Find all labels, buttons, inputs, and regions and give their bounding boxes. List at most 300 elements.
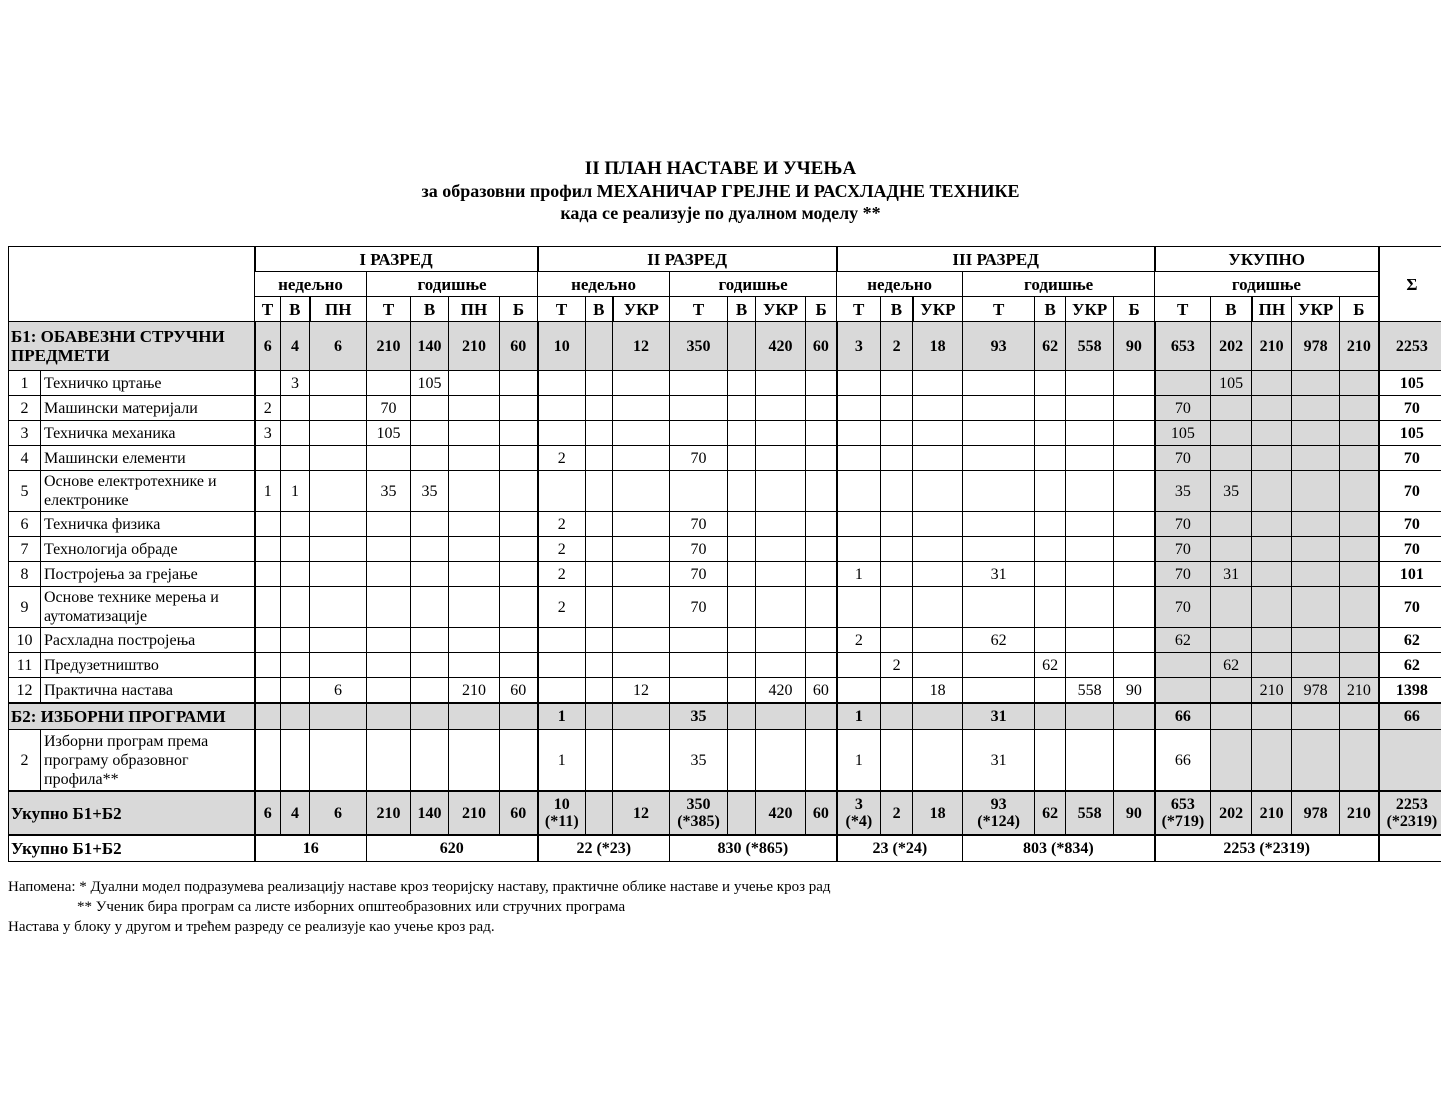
header-g2-weekly: недељно bbox=[538, 272, 670, 297]
header-grade-3: III РАЗРЕД bbox=[837, 247, 1155, 272]
subject-cell bbox=[1252, 512, 1292, 537]
subject-cell: 70 bbox=[1155, 562, 1211, 587]
subject-cell: 31 bbox=[1211, 562, 1252, 587]
subject-cell bbox=[963, 371, 1035, 396]
subject-cell bbox=[913, 628, 963, 653]
table-row bbox=[9, 396, 1441, 421]
subject-cell: 70 bbox=[670, 587, 728, 628]
subject-cell bbox=[500, 537, 538, 562]
b2-cell bbox=[1066, 703, 1114, 730]
subject-cell bbox=[1252, 446, 1292, 471]
subject-cell bbox=[449, 512, 500, 537]
subject-cell: 1 bbox=[281, 471, 310, 512]
subject-cell bbox=[281, 587, 310, 628]
subject-number: 7 bbox=[9, 537, 41, 562]
subject-cell bbox=[756, 471, 806, 512]
subject-cell: 70 bbox=[1155, 537, 1211, 562]
b2-cell bbox=[1340, 703, 1379, 730]
b1-cell: 60 bbox=[500, 322, 538, 371]
subject-cell bbox=[1035, 471, 1066, 512]
subject-cell bbox=[837, 678, 881, 704]
subject-cell bbox=[1292, 537, 1340, 562]
subject-cell bbox=[728, 471, 756, 512]
col-header-g2_week-0: Т bbox=[538, 297, 586, 322]
subject-cell: 2 bbox=[881, 653, 913, 678]
total-cell: 2 bbox=[881, 791, 913, 835]
table-row bbox=[9, 653, 1441, 678]
subject-cell: 2 bbox=[837, 628, 881, 653]
subject-cell: 70 bbox=[367, 396, 411, 421]
b2-cell bbox=[367, 703, 411, 730]
total-cell: 62 bbox=[1035, 791, 1066, 835]
subject-cell bbox=[1066, 587, 1114, 628]
subject-cell bbox=[756, 396, 806, 421]
subject-cell bbox=[538, 471, 586, 512]
subject-cell: 70 bbox=[1155, 512, 1211, 537]
subject-cell bbox=[1066, 537, 1114, 562]
subject-cell bbox=[837, 653, 881, 678]
subject-cell bbox=[255, 562, 281, 587]
subject-cell bbox=[1114, 537, 1155, 562]
b1-cell: 202 bbox=[1211, 322, 1252, 371]
total-cell: 210 bbox=[1340, 791, 1379, 835]
table-row bbox=[9, 446, 1441, 471]
subject-cell bbox=[963, 396, 1035, 421]
subject-cell bbox=[255, 512, 281, 537]
subject-cell: 105 bbox=[411, 371, 449, 396]
subject-cell bbox=[367, 562, 411, 587]
subject-cell bbox=[500, 512, 538, 537]
b1-cell: 210 bbox=[1252, 322, 1292, 371]
header-sigma: Σ bbox=[1379, 247, 1441, 322]
subject-number: 8 bbox=[9, 562, 41, 587]
note-3: Настава у блоку у другом и трећем разреду се реализује као учење кроз рад. bbox=[8, 919, 495, 935]
subject-cell: 105 bbox=[1379, 371, 1441, 396]
subject-cell bbox=[449, 421, 500, 446]
col-header-g2_week-1: В bbox=[586, 297, 613, 322]
subject-cell bbox=[756, 562, 806, 587]
subject-cell: 70 bbox=[1155, 396, 1211, 421]
b2-cell bbox=[613, 703, 670, 730]
subject-number: 3 bbox=[9, 421, 41, 446]
subject-cell bbox=[837, 537, 881, 562]
subject-cell bbox=[613, 396, 670, 421]
subject-cell bbox=[1211, 730, 1252, 792]
subject-cell bbox=[728, 537, 756, 562]
subject-name: Расхладна постројења bbox=[41, 628, 255, 653]
b1-cell: 90 bbox=[1114, 322, 1155, 371]
subject-cell: 105 bbox=[1379, 421, 1441, 446]
subject-cell bbox=[1035, 587, 1066, 628]
subject-cell bbox=[411, 730, 449, 792]
header-g3-weekly: недељно bbox=[837, 272, 963, 297]
subject-cell: 70 bbox=[1379, 587, 1441, 628]
subject-cell bbox=[728, 371, 756, 396]
subject-cell bbox=[449, 471, 500, 512]
subject-cell bbox=[281, 730, 310, 792]
col-header-g1_week-1: В bbox=[281, 297, 310, 322]
subject-cell bbox=[1340, 587, 1379, 628]
col-header-g3_week-1: В bbox=[881, 297, 913, 322]
subject-cell bbox=[728, 587, 756, 628]
subject-cell bbox=[255, 678, 281, 704]
subject-cell: 60 bbox=[806, 678, 837, 704]
subject-cell bbox=[806, 562, 837, 587]
subject-cell bbox=[500, 628, 538, 653]
col-header-g2_year-1: В bbox=[728, 297, 756, 322]
subject-cell bbox=[411, 537, 449, 562]
subject-name: Основе технике мерења и аутоматизације bbox=[41, 587, 255, 628]
b2-cell bbox=[449, 703, 500, 730]
b2-cell bbox=[281, 703, 310, 730]
subject-cell: 70 bbox=[1155, 587, 1211, 628]
grand-total-cell: 2253 (*2319) bbox=[1155, 835, 1379, 862]
subject-cell bbox=[613, 512, 670, 537]
b2-cell bbox=[500, 703, 538, 730]
subject-cell bbox=[1066, 653, 1114, 678]
subject-cell bbox=[586, 512, 613, 537]
b1-cell: 6 bbox=[310, 322, 367, 371]
b1-cell: 558 bbox=[1066, 322, 1114, 371]
subject-cell bbox=[1292, 396, 1340, 421]
subject-cell bbox=[1292, 730, 1340, 792]
subject-cell bbox=[1340, 562, 1379, 587]
table-row bbox=[9, 628, 1441, 653]
col-header-g3_year-3: Б bbox=[1114, 297, 1155, 322]
subject-cell bbox=[756, 371, 806, 396]
subject-cell bbox=[963, 587, 1035, 628]
subject-cell bbox=[411, 421, 449, 446]
subject-cell bbox=[881, 562, 913, 587]
b2-cell bbox=[1114, 703, 1155, 730]
subject-cell bbox=[310, 421, 367, 446]
subject-cell bbox=[1066, 562, 1114, 587]
subject-cell: 62 bbox=[963, 628, 1035, 653]
table-row bbox=[9, 471, 1441, 512]
subject-cell: 2 bbox=[538, 587, 586, 628]
subject-cell bbox=[881, 512, 913, 537]
subject-cell bbox=[1211, 587, 1252, 628]
b1-cell: 210 bbox=[449, 322, 500, 371]
title-line-2: за образовни профил МЕХАНИЧАР ГРЕЈНЕ И РАСХЛАДНЕ ТЕХНИКЕ bbox=[421, 181, 1020, 201]
subject-cell bbox=[1035, 678, 1066, 704]
subject-cell: 2 bbox=[538, 562, 586, 587]
total-cell: 2253 (*2319) bbox=[1379, 791, 1441, 835]
subject-cell bbox=[1340, 628, 1379, 653]
subject-cell bbox=[881, 471, 913, 512]
col-header-g3_week-2: УКР bbox=[913, 297, 963, 322]
subject-cell bbox=[281, 537, 310, 562]
subject-cell bbox=[1035, 628, 1066, 653]
subject-cell bbox=[586, 562, 613, 587]
subject-cell bbox=[310, 371, 367, 396]
subject-cell bbox=[411, 678, 449, 704]
subject-cell bbox=[367, 446, 411, 471]
subject-cell: 70 bbox=[670, 446, 728, 471]
subject-cell: 210 bbox=[449, 678, 500, 704]
b1-cell: 420 bbox=[756, 322, 806, 371]
subject-cell bbox=[449, 562, 500, 587]
header-g3-yearly: годишње bbox=[963, 272, 1155, 297]
subject-cell bbox=[837, 421, 881, 446]
subject-cell: 12 bbox=[613, 678, 670, 704]
total-cell: 210 bbox=[1252, 791, 1292, 835]
subject-cell bbox=[728, 562, 756, 587]
subject-cell bbox=[1035, 421, 1066, 446]
subject-cell bbox=[586, 396, 613, 421]
b1-cell: 93 bbox=[963, 322, 1035, 371]
subject-cell bbox=[837, 512, 881, 537]
subject-name: Практична настава bbox=[41, 678, 255, 704]
subject-cell bbox=[310, 537, 367, 562]
total-cell: 12 bbox=[613, 791, 670, 835]
b1-cell: 2253 bbox=[1379, 322, 1441, 371]
subject-cell bbox=[728, 730, 756, 792]
total-cell: 3 (*4) bbox=[837, 791, 881, 835]
b1-cell: 10 bbox=[538, 322, 586, 371]
subject-cell bbox=[881, 587, 913, 628]
b1-cell: 3 bbox=[837, 322, 881, 371]
subject-cell bbox=[500, 562, 538, 587]
subject-cell bbox=[449, 587, 500, 628]
subject-cell bbox=[613, 628, 670, 653]
b2-cell bbox=[310, 703, 367, 730]
col-header-g3_year-2: УКР bbox=[1066, 297, 1114, 322]
b1-cell: 12 bbox=[613, 322, 670, 371]
total-cell: 202 bbox=[1211, 791, 1252, 835]
header-g2-yearly: годишње bbox=[670, 272, 837, 297]
subject-cell bbox=[1114, 421, 1155, 446]
b1-cell bbox=[728, 322, 756, 371]
subject-cell bbox=[367, 587, 411, 628]
subject-cell bbox=[310, 628, 367, 653]
note-1: Напомена: * Дуални модел подразумева реализацију наставе кроз теоријску наставу, практичне облике наставе и учење кроз рад bbox=[8, 879, 831, 895]
subject-cell bbox=[1211, 446, 1252, 471]
subject-cell bbox=[756, 653, 806, 678]
subject-name: Предузетништво bbox=[41, 653, 255, 678]
subject-cell bbox=[500, 396, 538, 421]
subject-cell: 70 bbox=[1379, 512, 1441, 537]
subject-cell bbox=[1066, 730, 1114, 792]
subject-cell: 35 bbox=[411, 471, 449, 512]
subject-cell bbox=[449, 653, 500, 678]
subject-cell: 978 bbox=[1292, 678, 1340, 704]
subject-cell bbox=[367, 512, 411, 537]
subject-cell bbox=[1114, 396, 1155, 421]
subject-cell: 35 bbox=[1211, 471, 1252, 512]
subject-cell bbox=[963, 537, 1035, 562]
subject-cell bbox=[613, 730, 670, 792]
b2-cell bbox=[1035, 703, 1066, 730]
table-row bbox=[9, 678, 1441, 704]
subject-cell bbox=[728, 396, 756, 421]
subject-cell bbox=[1252, 628, 1292, 653]
subject-cell bbox=[411, 628, 449, 653]
subject-cell: 558 bbox=[1066, 678, 1114, 704]
col-header-g3_year-1: В bbox=[1035, 297, 1066, 322]
subject-cell bbox=[913, 371, 963, 396]
subject-cell bbox=[281, 396, 310, 421]
subject-number: 4 bbox=[9, 446, 41, 471]
b2-cell bbox=[756, 703, 806, 730]
subject-cell bbox=[913, 562, 963, 587]
subject-name: Машински материјали bbox=[41, 396, 255, 421]
total-cell: 653 (*719) bbox=[1155, 791, 1211, 835]
subject-cell bbox=[411, 396, 449, 421]
subject-cell bbox=[837, 446, 881, 471]
total-cell bbox=[728, 791, 756, 835]
b1-cell: 60 bbox=[806, 322, 837, 371]
b2-cell: 31 bbox=[963, 703, 1035, 730]
total-cell: 558 bbox=[1066, 791, 1114, 835]
subject-number: 5 bbox=[9, 471, 41, 512]
subject-cell bbox=[281, 446, 310, 471]
subject-cell bbox=[1340, 653, 1379, 678]
subject-cell bbox=[1292, 446, 1340, 471]
subject-cell: 105 bbox=[1155, 421, 1211, 446]
subject-cell: 1 bbox=[538, 730, 586, 792]
subject-cell bbox=[449, 537, 500, 562]
subject-cell bbox=[255, 730, 281, 792]
subject-cell: 70 bbox=[670, 537, 728, 562]
subject-cell bbox=[586, 446, 613, 471]
subject-cell bbox=[255, 628, 281, 653]
subject-cell: 3 bbox=[255, 421, 281, 446]
b1-cell: 978 bbox=[1292, 322, 1340, 371]
b2-cell bbox=[1252, 703, 1292, 730]
subject-cell bbox=[806, 371, 837, 396]
subject-cell: 2 bbox=[538, 446, 586, 471]
subject-cell bbox=[1035, 537, 1066, 562]
b2-cell bbox=[411, 703, 449, 730]
subject-cell bbox=[1252, 562, 1292, 587]
subject-cell bbox=[806, 512, 837, 537]
subject-cell: 1 bbox=[255, 471, 281, 512]
subject-cell bbox=[1340, 446, 1379, 471]
b2-label: Б2: ИЗБОРНИ ПРОГРАМИ bbox=[9, 703, 255, 730]
subject-cell bbox=[255, 537, 281, 562]
subject-cell bbox=[1114, 653, 1155, 678]
subject-cell bbox=[1211, 537, 1252, 562]
subject-cell bbox=[1252, 587, 1292, 628]
subject-cell bbox=[881, 396, 913, 421]
subject-cell: 60 bbox=[500, 678, 538, 704]
subject-cell bbox=[1340, 730, 1379, 792]
b1-cell: 6 bbox=[255, 322, 281, 371]
subject-cell bbox=[310, 587, 367, 628]
title-line-1: II ПЛАН НАСТАВЕ И УЧЕЊА bbox=[584, 158, 857, 179]
curriculum-table bbox=[8, 246, 1441, 862]
subject-cell bbox=[281, 421, 310, 446]
subject-cell: 35 bbox=[1155, 471, 1211, 512]
subject-cell bbox=[367, 537, 411, 562]
subject-cell bbox=[367, 678, 411, 704]
subject-cell bbox=[1114, 562, 1155, 587]
subject-cell: 210 bbox=[1252, 678, 1292, 704]
subject-cell bbox=[500, 653, 538, 678]
subject-cell bbox=[310, 562, 367, 587]
header-grade-2: II РАЗРЕД bbox=[538, 247, 837, 272]
subject-cell bbox=[1114, 446, 1155, 471]
subject-cell bbox=[1252, 653, 1292, 678]
subject-cell bbox=[1114, 587, 1155, 628]
subject-cell bbox=[1211, 512, 1252, 537]
b2-cell: 1 bbox=[538, 703, 586, 730]
subject-cell bbox=[411, 512, 449, 537]
subject-cell bbox=[913, 446, 963, 471]
total-label: Укупно Б1+Б2 bbox=[9, 791, 255, 835]
b1-cell: 4 bbox=[281, 322, 310, 371]
notes bbox=[8, 877, 831, 937]
subject-cell: 3 bbox=[281, 371, 310, 396]
grand-total-cell: 16 bbox=[255, 835, 367, 862]
subject-cell bbox=[613, 562, 670, 587]
subject-cell bbox=[1035, 512, 1066, 537]
subject-cell bbox=[881, 730, 913, 792]
subject-name: Техничко цртање bbox=[41, 371, 255, 396]
title-line-3: када се реализује по дуалном моделу ** bbox=[560, 203, 881, 223]
grand-total-row bbox=[9, 835, 1441, 862]
note-2: ** Ученик бира програм са листе изборних општеобразовних или стручних програма bbox=[77, 899, 626, 915]
subject-cell bbox=[728, 653, 756, 678]
subject-cell bbox=[881, 421, 913, 446]
subject-cell bbox=[1035, 446, 1066, 471]
b1-cell: 18 bbox=[913, 322, 963, 371]
col-header-g1_week-0: Т bbox=[255, 297, 281, 322]
header-grade-1: I РАЗРЕД bbox=[255, 247, 538, 272]
subject-cell bbox=[1292, 371, 1340, 396]
subject-cell bbox=[1340, 512, 1379, 537]
b2-cell: 1 bbox=[837, 703, 881, 730]
subject-cell bbox=[913, 587, 963, 628]
subject-cell bbox=[913, 421, 963, 446]
subject-cell bbox=[806, 628, 837, 653]
subject-cell bbox=[586, 537, 613, 562]
subject-number: 10 bbox=[9, 628, 41, 653]
subject-cell bbox=[411, 653, 449, 678]
subject-name: Изборни програм према програму образовног профила** bbox=[41, 730, 255, 792]
subject-number: 2 bbox=[9, 396, 41, 421]
subject-cell bbox=[881, 537, 913, 562]
subject-cell bbox=[806, 421, 837, 446]
subject-name: Техничка механика bbox=[41, 421, 255, 446]
subject-cell bbox=[613, 446, 670, 471]
subject-cell bbox=[1292, 421, 1340, 446]
subject-cell: 62 bbox=[1155, 628, 1211, 653]
subject-cell bbox=[756, 730, 806, 792]
subject-cell bbox=[1211, 628, 1252, 653]
subject-cell bbox=[538, 678, 586, 704]
subject-number: 1 bbox=[9, 371, 41, 396]
subject-cell bbox=[670, 421, 728, 446]
subject-cell bbox=[1292, 471, 1340, 512]
subject-cell bbox=[963, 471, 1035, 512]
subject-cell bbox=[1066, 628, 1114, 653]
total-cell: 350 (*385) bbox=[670, 791, 728, 835]
subject-cell bbox=[538, 421, 586, 446]
subject-cell bbox=[367, 628, 411, 653]
subject-cell bbox=[913, 512, 963, 537]
subject-cell bbox=[586, 628, 613, 653]
subject-cell bbox=[728, 446, 756, 471]
subject-name: Техничка физика bbox=[41, 512, 255, 537]
b1-cell: 210 bbox=[1340, 322, 1379, 371]
b2-cell: 66 bbox=[1155, 703, 1211, 730]
table-row bbox=[9, 562, 1441, 587]
subject-cell bbox=[913, 730, 963, 792]
total-cell: 60 bbox=[806, 791, 837, 835]
subject-cell bbox=[586, 730, 613, 792]
